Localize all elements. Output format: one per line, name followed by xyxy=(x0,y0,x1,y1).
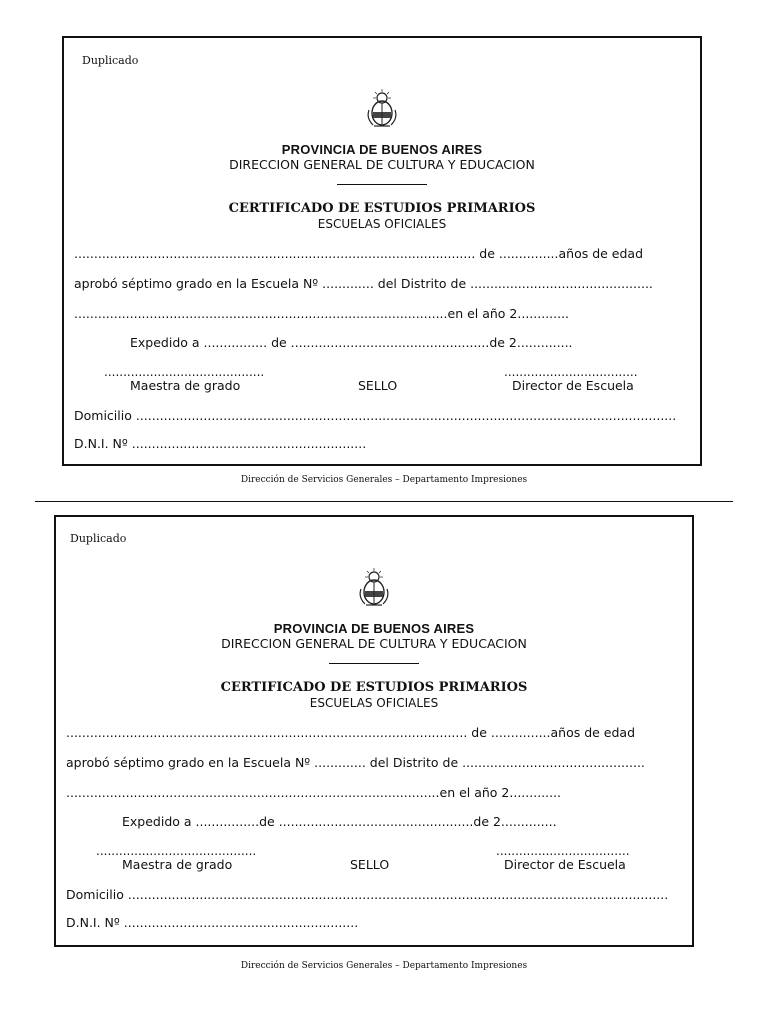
school-district-line: aprobó séptimo grado en la Escuela Nº ............. del Distrito de .............................................. xyxy=(74,276,653,291)
dni-line: D.N.I. Nº ........................................................... xyxy=(66,915,359,930)
province-heading: PROVINCIA DE BUENOS AIRES xyxy=(273,621,475,636)
divider-rule xyxy=(337,184,427,185)
department-heading: DIRECCION GENERAL DE CULTURA Y EDUCACION xyxy=(221,636,527,651)
duplicate-label: Duplicado xyxy=(70,532,127,545)
certificate-title: CERTIFICADO DE ESTUDIOS PRIMARIOS xyxy=(228,201,536,216)
director-signature-label: Director de Escuela xyxy=(512,378,634,393)
certificate-2 xyxy=(54,515,694,947)
duplicate-label: Duplicado xyxy=(82,54,139,67)
page-divider xyxy=(35,501,733,502)
director-signature-dots: ................................... xyxy=(504,365,638,379)
name-age-line: ..................................................................................................... de ...............años de edad xyxy=(74,246,644,261)
dni-line: D.N.I. Nº ........................................................... xyxy=(74,436,367,451)
address-line: Domicilio ........................................................................................................................................ xyxy=(66,887,669,902)
certificate-subtitle: ESCUELAS OFICIALES xyxy=(317,217,447,231)
divider-rule xyxy=(329,663,419,664)
teacher-signature-label: Maestra de grado xyxy=(122,857,233,872)
seal-label: SELLO xyxy=(358,378,398,393)
certificate-title: CERTIFICADO DE ESTUDIOS PRIMARIOS xyxy=(220,680,528,695)
footer-text: Dirección de Servicios Generales – Departamento Impresiones xyxy=(240,961,528,971)
province-heading: PROVINCIA DE BUENOS AIRES xyxy=(281,142,483,157)
issued-line: Expedido a ................de .................................................de 2.............. xyxy=(122,814,557,829)
teacher-signature-label: Maestra de grado xyxy=(130,378,241,393)
coat-of-arms-icon xyxy=(356,567,392,607)
name-age-line: ..................................................................................................... de ...............años de edad xyxy=(66,725,636,740)
school-district-line: aprobó séptimo grado en la Escuela Nº ............. del Distrito de .............................................. xyxy=(66,755,645,770)
year-line: ..............................................................................................en el año 2............. xyxy=(74,306,570,321)
department-heading: DIRECCION GENERAL DE CULTURA Y EDUCACION xyxy=(229,157,535,172)
footer-text: Dirección de Servicios Generales – Departamento Impresiones xyxy=(240,475,528,485)
certificate-subtitle: ESCUELAS OFICIALES xyxy=(309,696,439,710)
director-signature-dots: ................................... xyxy=(496,844,630,858)
address-line: Domicilio ........................................................................................................................................ xyxy=(74,408,677,423)
seal-label: SELLO xyxy=(350,857,390,872)
teacher-signature-dots: .......................................... xyxy=(104,365,265,379)
teacher-signature-dots: .......................................... xyxy=(96,844,257,858)
year-line: ..............................................................................................en el año 2............. xyxy=(66,785,562,800)
issued-line: Expedido a ................ de ..................................................de 2.............. xyxy=(130,335,573,350)
director-signature-label: Director de Escuela xyxy=(504,857,626,872)
certificate-1 xyxy=(62,36,702,466)
coat-of-arms-icon xyxy=(364,88,400,128)
